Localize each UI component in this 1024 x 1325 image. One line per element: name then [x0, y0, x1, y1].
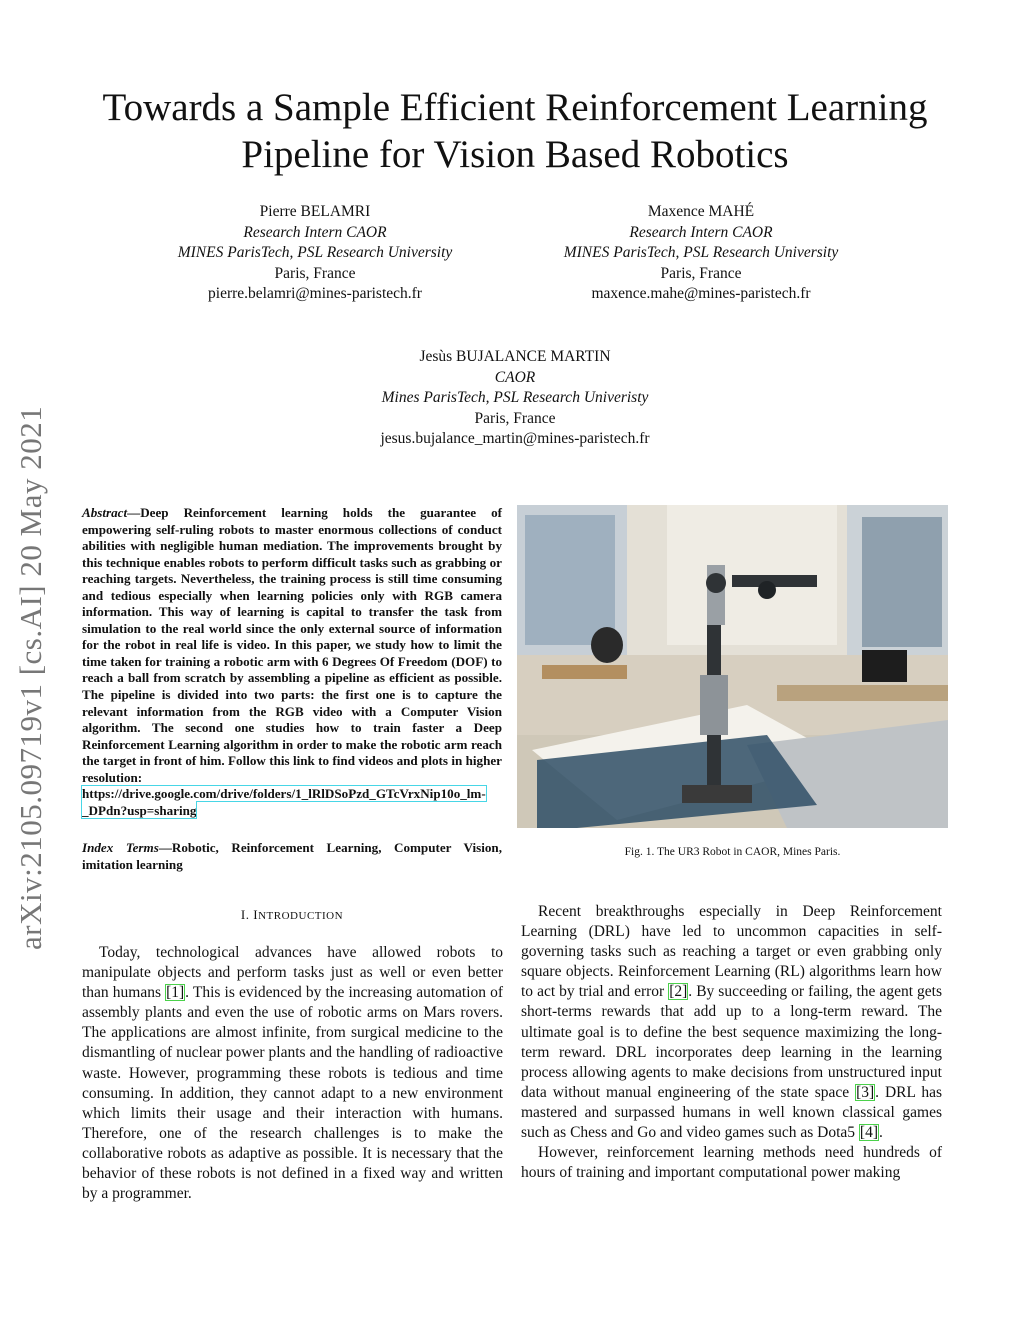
section-heading-introduction: I. INTRODUCTION	[240, 907, 344, 922]
index-terms-text: —Robotic, Reinforcement Learning, Computer Vision, imitation learning	[82, 840, 502, 872]
author-role: Research Intern CAOR	[629, 223, 773, 241]
author-name: Maxence MAHÉ	[647, 203, 755, 220]
author-role: Research Intern CAOR	[243, 223, 387, 241]
author-email: maxence.mahe@mines-paristech.fr	[591, 285, 811, 303]
author-name: Pierre BELAMRI	[259, 203, 371, 220]
right-paragraph-1: Recent breakthroughs especially in Deep Reinforcement Learning (DRL) have led to uncommon capacities in self-governing tasks such as reaching a target or even grabbing only square objects. Reinforcement Learning (RL) algorithms learn how to act by trial and error [2]. By succeeding or failing, the agent gets short-terms rewards that add up to a long-term reward. The ultimate goal is to define the best sequence maximizing the long-term reward. DRL incorporates deep learning in the learning process allowing agents to make decisions from unstructured input data without manual engineering of the state space [3]. DRL has mastered and surpassed humans in well known classical games such as Chess and Go and video games such as Dota5 [4].	[521, 903, 942, 1142]
author-name: Jesùs BUJALANCE MARTIN	[419, 348, 611, 365]
author-city: Paris, France	[474, 409, 556, 427]
citation-link[interactable]: [2]	[669, 983, 688, 1001]
intro-paragraph: Today, technological advances have allowed robots to manipulate objects and perform tasks just as well or even better than humans [1]. This is evidenced by the increasing automation of assembly plants and even the use of robotic arms on Mars rovers. The applications are almost infinite, from surgical medicine to the dismantling of nuclear power plants and the handling of radioactive waste. However, programming these robots is tedious and time consuming. In addition, they cannot adapt to a new environment which limits their usage and their interaction with humans. Therefore, one of the research challenges is to make the collaborative robots as adaptive as possible. It is necessary that the behavior of these robots is not defined in a fixed way and written by a programmer.	[82, 944, 504, 1203]
video-link[interactable]: https://drive.google.com/drive/folders/1_lRlDSoPzd_GTcVrxNip10o_lm-_DPdn?usp=sharing	[82, 786, 486, 818]
author-block-2	[536, 202, 866, 305]
author-block-3	[330, 347, 700, 450]
author-city: Paris, France	[274, 264, 356, 282]
citation-link[interactable]: [4]	[859, 1124, 878, 1142]
author-block-1	[150, 202, 480, 305]
robot-photo	[517, 505, 948, 828]
author-org: MINES ParisTech, PSL Research University	[177, 244, 453, 262]
figure-caption: Fig. 1. The UR3 Robot in CAOR, Mines Paris.	[624, 846, 841, 858]
author-role: CAOR	[494, 368, 536, 386]
abstract-text: —Deep Reinforcement learning holds the guarantee of empowering self-ruling robots to master enormous collections of conduct abilities with negligible human mediation. The improvements brought by this technique enables robots to perform difficult tasks such as grabbing or reaching targets. Nevertheless, the training process is still time consuming and tedious especially when learning policies only with RGB camera information. This way of learning is capital to transfer the task from simulation to the real world since the only external source of information for the robot in real life is video. In this paper, we study how to limit the time taken for training a robotic arm with 6 Degrees Of Freedom (DOF) to reach a ball from scratch by assembling a pipeline as efficient as possible. The pipeline is divided into two parts: the first one is to capture the relevant information from the RGB video with a Computer Vision algorithm. The second one studies how to train faster a Deep Reinforcement Learning algorithm in order to make the robotic arm reach the target in front of him. Follow this link to find videos and plots in higher resolution:	[82, 505, 502, 785]
citation-link[interactable]: [1]	[166, 984, 185, 1002]
right-paragraph-2: However, reinforcement learning methods need hundreds of hours of training and important computational power making	[521, 1144, 942, 1182]
left-column-body	[82, 943, 503, 1204]
right-column-body	[521, 902, 942, 1183]
citation-link[interactable]: [3]	[856, 1083, 875, 1101]
title-line-2: Pipeline for Vision Based Robotics	[241, 133, 789, 176]
index-terms-lead: Index Terms	[82, 840, 159, 855]
arxiv-side-label: arXiv:2105.09719v1 [cs.AI] 20 May 2021	[13, 405, 48, 950]
author-org: Mines ParisTech, PSL Research Univeristy	[381, 389, 649, 407]
author-email: jesus.bujalance_martin@mines-paristech.fr	[380, 430, 650, 448]
index-terms	[82, 840, 502, 873]
paper-title	[80, 84, 950, 178]
author-city: Paris, France	[660, 264, 742, 282]
robot-photo-illustration	[517, 505, 948, 828]
abstract	[82, 505, 502, 819]
author-org: MINES ParisTech, PSL Research University	[563, 244, 839, 262]
abstract-lead: Abstract	[82, 505, 128, 520]
title-line-1: Towards a Sample Efficient Reinforcement Learning	[102, 86, 928, 129]
author-email: pierre.belamri@mines-paristech.fr	[208, 285, 422, 303]
